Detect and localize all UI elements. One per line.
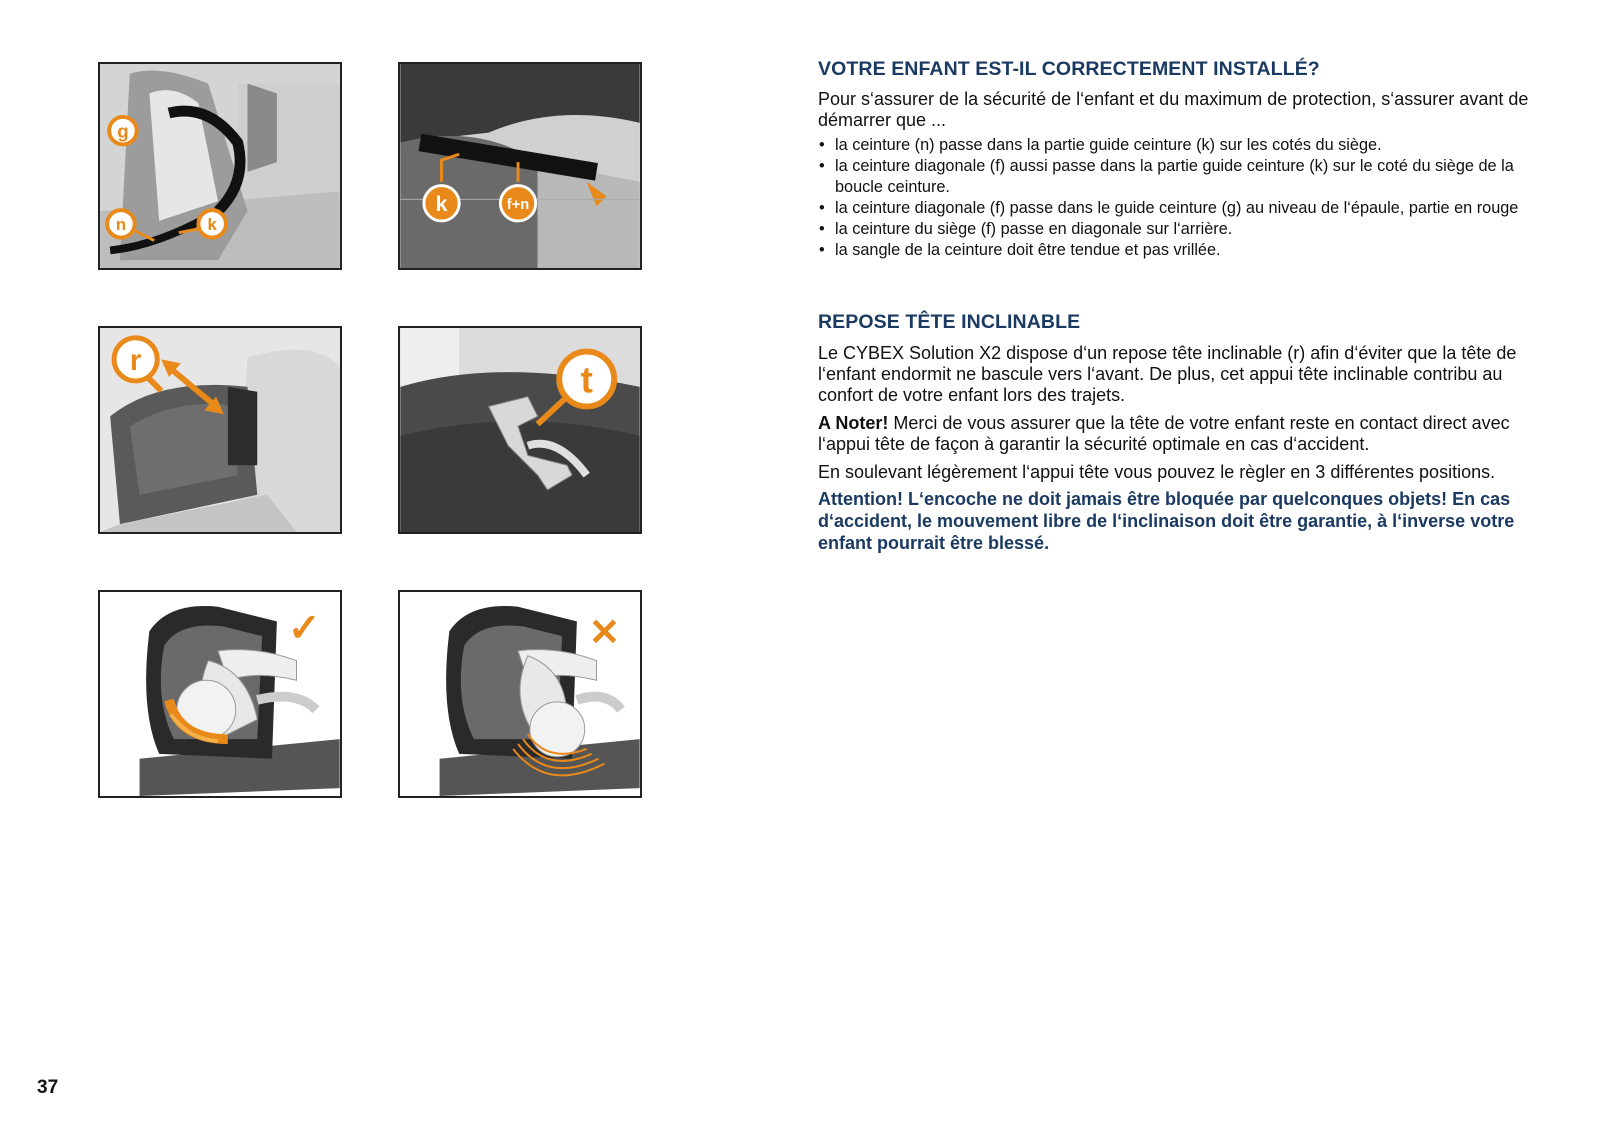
list-item: • la ceinture du siège (f) passe en diagonale sur l‘arrière. (818, 219, 1553, 240)
list-item: • la ceinture diagonale (f) aussi passe dans la partie guide ceinture (k) sur le coté du siège de la boucle ceinture. (818, 156, 1553, 198)
cross-mark-icon: ✕ (588, 610, 620, 653)
figure-headrest-notch (398, 326, 642, 534)
headrest-adjustment: En soulevant légèrement l‘appui tête vous pouvez le règler en 3 différentes positions. (818, 462, 1496, 482)
label-t: t (580, 358, 593, 401)
figure-correct-head-position (98, 590, 342, 798)
note-label: A Noter! (818, 413, 889, 433)
list-item: • la ceinture diagonale (f) passe dans le guide ceinture (g) au niveau de l‘épaule, partie en rouge (818, 198, 1553, 219)
installation-checklist (818, 135, 1553, 261)
page-number: 37 (37, 1077, 59, 1098)
figure-headrest-recline (98, 326, 342, 534)
text-column (818, 58, 1553, 554)
headrest-warning: Attention! L‘encoche ne doit jamais être bloquée par quelconques objets! En cas d‘accident, le mouvement libre de l‘inclinaison doit être garantie, à l‘inverse votre enfant pourrait être blessé. (818, 489, 1515, 553)
label-k: k (207, 214, 217, 234)
figure-5-illustration (100, 592, 340, 796)
list-item: • la ceinture (n) passe dans la partie guide ceinture (k) sur les cotés du siège. (818, 135, 1553, 156)
headrest-description: Le CYBEX Solution X2 dispose d‘un repose tête inclinable (r) afin d‘éviter que la tête de l‘enfant endormit ne bascule vers l‘avant. De plus, cet appui tête inclinable contribu au confort de votre enfant lors des trajets. (818, 343, 1517, 405)
note-text: Merci de vous assurer que la tête de votre enfant reste en contact direct avec l‘appui tête de façon à garantir la sécurité optimale en cas d‘accident. (818, 413, 1510, 454)
figure-3-illustration (100, 328, 340, 532)
figure-4-illustration (400, 328, 640, 532)
figure-belt-routing-side (98, 62, 342, 270)
label-r: r (129, 344, 142, 378)
list-item: • la sangle de la ceinture doit être tendue et pas vrillée. (818, 240, 1553, 261)
check-mark-icon: ✓ (287, 606, 321, 651)
figure-1-illustration (100, 64, 340, 268)
label-f-plus-n: f+n (506, 197, 530, 214)
section-heading-headrest: REPOSE TÊTE INCLINABLE (818, 311, 1081, 333)
figure-incorrect-head-position (398, 590, 642, 798)
label-g: g (117, 120, 129, 142)
headrest-note (818, 413, 1553, 455)
figure-belt-guide-closeup (398, 62, 642, 270)
installation-intro: Pour s‘assurer de la sécurité de l‘enfant et du maximum de protection, s‘assurer avant de démarrer que ... (818, 89, 1529, 130)
label-n: n (115, 214, 127, 234)
section-heading-installation: VOTRE ENFANT EST-IL CORRECTEMENT INSTALLÉ? (818, 58, 1320, 80)
figure-6-illustration (400, 592, 640, 796)
figure-2-illustration (400, 64, 640, 268)
label-k: k (435, 191, 448, 217)
